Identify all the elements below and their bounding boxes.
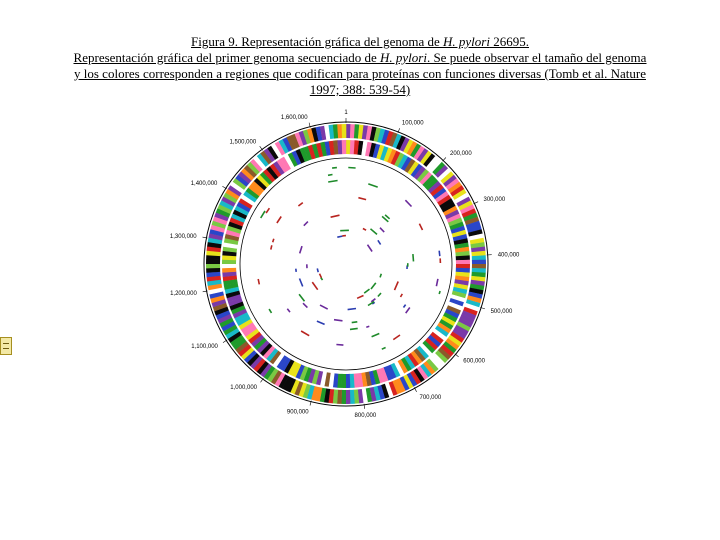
outer-feature-ring [206, 124, 486, 404]
gene-segment [350, 390, 355, 404]
gene-segment [342, 140, 347, 154]
inner-scale-circle [240, 158, 452, 370]
gene-marker [385, 215, 390, 219]
gene-marker [371, 283, 376, 289]
gene-marker [299, 294, 304, 301]
gene-marker [334, 320, 343, 321]
inner-gene-markers [258, 168, 440, 350]
gene-segment [342, 124, 347, 138]
gene-marker [317, 268, 318, 272]
gene-marker [358, 198, 366, 200]
gene-marker [317, 321, 325, 324]
gene-marker [320, 274, 322, 278]
gene-marker [439, 291, 440, 294]
gene-segment [472, 255, 486, 260]
gene-marker [328, 181, 337, 183]
gene-segment [337, 124, 342, 138]
gene-segment [456, 260, 470, 265]
gene-marker [303, 303, 307, 307]
gene-marker [378, 240, 381, 244]
gene-marker [406, 308, 410, 314]
position-label: 500,000 [490, 308, 513, 315]
gene-marker [382, 348, 386, 350]
genome-map-svg [150, 110, 560, 420]
position-label: 1,200,000 [170, 291, 197, 297]
gene-segment [206, 268, 220, 273]
position-label: 600,000 [463, 358, 486, 365]
gene-marker [404, 305, 406, 308]
gene-segment [206, 264, 220, 269]
gene-marker [401, 294, 403, 297]
gene-marker [380, 274, 381, 278]
gene-marker [301, 331, 309, 336]
gene-marker [300, 246, 302, 253]
gene-marker [332, 168, 337, 169]
position-label: 100,000 [401, 120, 424, 127]
gene-marker [320, 305, 328, 309]
gene-marker [395, 282, 399, 291]
gene-marker [439, 251, 440, 256]
gene-segment [222, 264, 236, 269]
gene-marker [266, 208, 269, 213]
gene-marker [419, 224, 422, 230]
position-label: 300,000 [483, 197, 506, 204]
gene-marker [363, 229, 366, 231]
species-name: H. pylori [443, 34, 490, 49]
gene-marker [372, 334, 380, 337]
gene-segment [346, 374, 351, 388]
inner-feature-ring [222, 140, 470, 388]
gene-marker [277, 217, 281, 224]
position-label: 1,100,000 [191, 343, 218, 350]
caption-citation-line: 1997; 388: 539-54) [309, 82, 411, 97]
gene-segment [472, 260, 486, 265]
gene-marker [350, 328, 358, 329]
genome-circular-map [150, 110, 560, 420]
gene-marker [348, 309, 356, 310]
position-label: 200,000 [450, 151, 472, 158]
origin-label: 1 [344, 110, 348, 116]
gene-marker [371, 229, 378, 235]
gene-marker [357, 296, 363, 299]
gene-marker [436, 279, 438, 286]
position-label: 1,400,000 [190, 181, 218, 187]
gene-marker [328, 175, 333, 176]
gene-marker [378, 293, 381, 296]
gene-marker [321, 278, 323, 281]
gene-marker [380, 228, 384, 232]
position-label: 1,300,000 [169, 234, 197, 240]
gene-segment [346, 390, 351, 404]
gene-segment [341, 390, 346, 404]
gene-marker [271, 245, 272, 249]
gene-marker [261, 211, 265, 218]
gene-marker [300, 279, 303, 287]
position-label: 1,600,000 [280, 114, 308, 121]
gene-marker [337, 236, 342, 237]
gene-marker [273, 239, 274, 243]
outer-scale-circle [204, 122, 488, 406]
caption-description-line: y los colores corresponden a regiones que codifican para proteínas con funciones diversas (Tomb et al. Nature [74, 66, 646, 81]
gene-marker [405, 200, 411, 206]
gene-segment [472, 264, 486, 269]
gene-marker [366, 326, 369, 327]
position-label: 1,000,000 [230, 385, 257, 392]
figure-caption [40, 34, 680, 98]
caption-title-line: Figura 9. Representación gráfica del genoma de H. pylori 26695. [191, 34, 529, 49]
position-label: 800,000 [354, 412, 377, 419]
gene-marker [413, 254, 414, 261]
gene-marker [393, 335, 400, 340]
position-label: 900,000 [286, 409, 309, 416]
gene-marker [331, 215, 340, 217]
position-label: 700,000 [419, 395, 442, 402]
gene-marker [368, 245, 373, 252]
gene-segment [346, 124, 351, 138]
caption-description-line: Representación gráfica del primer genoma secuenciado de H. pylori. Se puede observar el tamaño del genoma [73, 50, 647, 65]
gene-marker [352, 322, 358, 323]
gene-marker [312, 282, 317, 290]
position-label: 400,000 [497, 252, 520, 259]
gene-marker [298, 203, 302, 206]
species-name: H. pylori [380, 50, 427, 65]
gene-marker [368, 184, 377, 187]
gene-marker [304, 222, 308, 226]
document-icon[interactable] [0, 337, 12, 355]
gene-marker [287, 309, 290, 312]
gene-segment [206, 259, 220, 264]
gene-marker [258, 279, 259, 284]
scale-tick [443, 158, 446, 162]
gene-marker [348, 168, 355, 169]
position-label: 1,500,000 [229, 139, 257, 146]
gene-marker [364, 289, 369, 293]
gene-marker [336, 345, 343, 346]
gene-marker [269, 309, 271, 313]
